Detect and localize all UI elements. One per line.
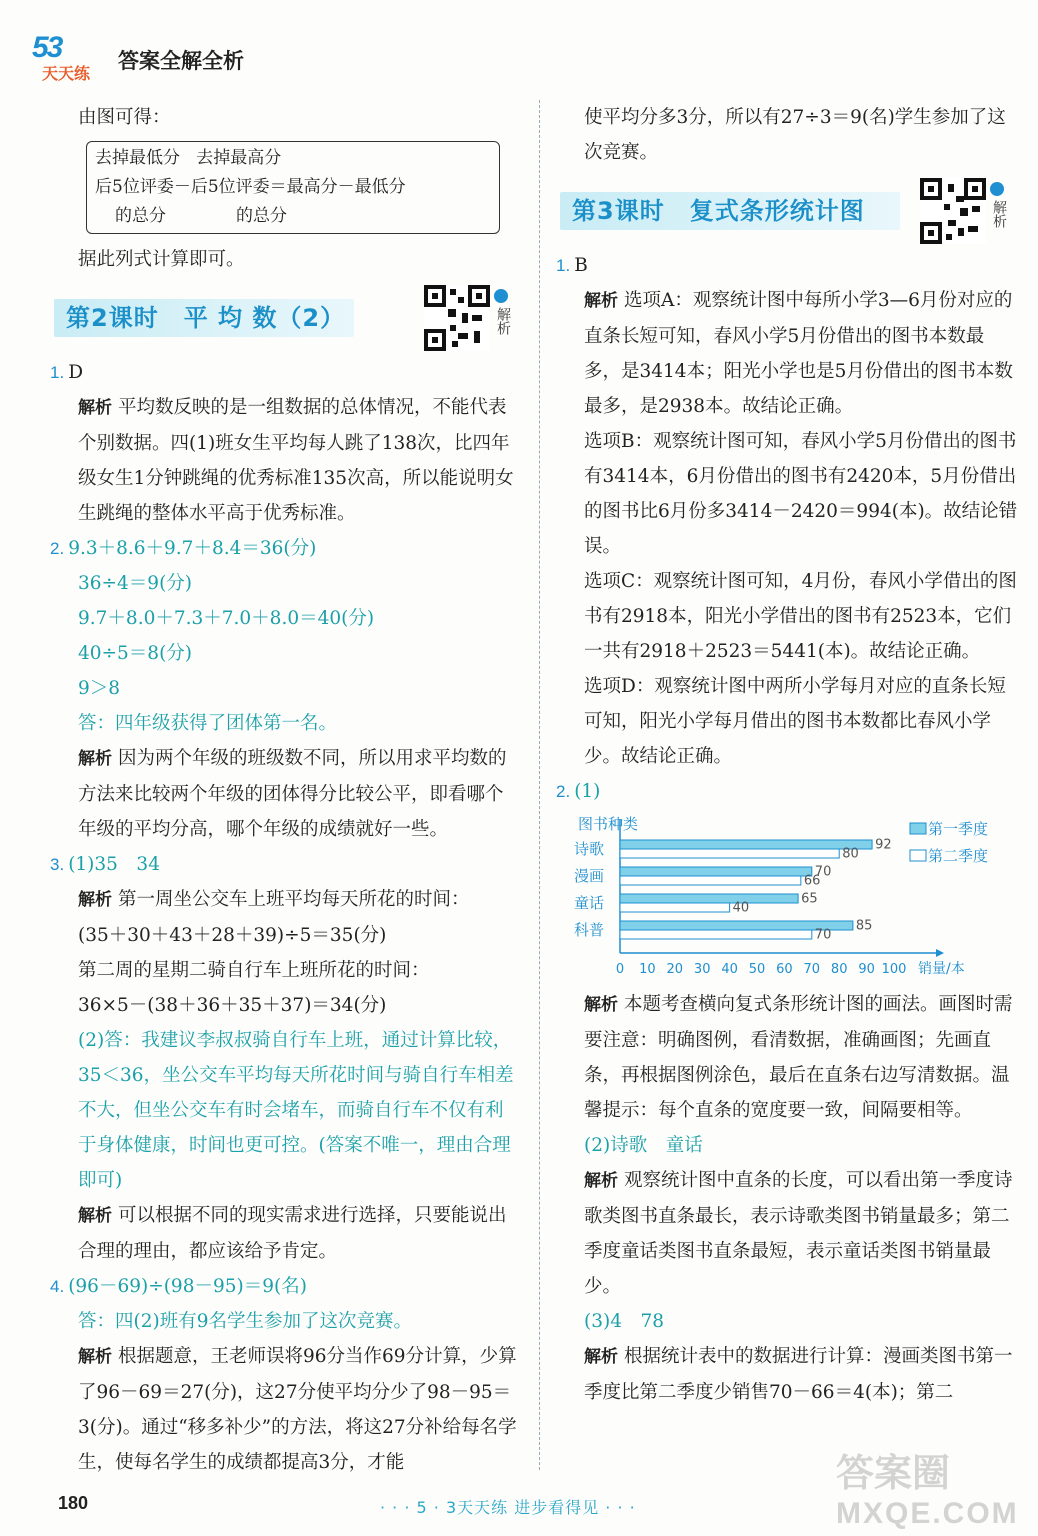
q4-line-1: 4. (96－69)÷(98－95)＝9(名) bbox=[50, 1276, 307, 1297]
footer-slogan: · · · 5 · 3天天练 进步看得见 · · · bbox=[380, 1498, 636, 1517]
r-q2-analysis: 解析 本题考查横向复式条形统计图的画法。画图时需要注意：明确图例，看清数据，准确画图；先画直条，再根据图例涂色，最后在直条右边写清数据。温馨提示：每个直条的宽度要一致，间隔要相等。 bbox=[584, 994, 1013, 1121]
section-lesson-3: 第3课时 复式条形统计图 解析 bbox=[568, 178, 1018, 242]
qr-code-icon[interactable] bbox=[920, 178, 986, 244]
r-q1-option-b: 选项B：观察统计图可知，春风小学5月份借出的图书有3414本，6月份借出的图书有2420本，5月份借出的图书比6月份多3414－2420＝994(本)。故结论错误。 bbox=[584, 431, 1018, 557]
q2-analysis: 解析 因为两个年级的班级数不同，所以用求平均数的方法来比较两个年级的团体得分比较公平，即看哪个年级的平均分高，哪个年级的成绩就好一些。 bbox=[78, 748, 507, 840]
r-q1-option-c: 选项C：观察统计图可知，4月份，春风小学借出的图书有2918本，阳光小学借出的图书有2523本，它们一共有2918＋2523＝5441(本)。故结论正确。 bbox=[584, 571, 1017, 662]
page-number: 180 bbox=[58, 1493, 89, 1513]
x-tick-label: 80 bbox=[830, 962, 848, 977]
section-title: 第2课时 平 均 数（2） bbox=[66, 304, 346, 332]
data-label: 70 bbox=[814, 864, 832, 880]
right-column bbox=[556, 100, 1018, 1410]
chart-svg bbox=[568, 811, 1018, 981]
r-q1-answer: 1. B bbox=[556, 255, 588, 276]
q4-analysis: 解析 根据题意，王老师误将96分当作69分计算，少算了96－69＝27(分)，这27分使平均分少了98－95＝3(分)。通过“移多补少”的方法，将这27分补给每名学生，使每名学生的成绩都提高3分，才能 bbox=[78, 1346, 517, 1473]
bar-chart bbox=[568, 811, 1018, 981]
section-lesson-2: 第2课时 平 均 数（2） 解析 bbox=[62, 285, 517, 349]
q2-answer: 答：四年级获得了团体第一名。 bbox=[78, 713, 338, 734]
bar-2 bbox=[620, 876, 801, 885]
q3-analysis-2: 解析 可以根据不同的现实需求进行选择，只要能说出合理的理由，都应该给予肯定。 bbox=[78, 1205, 507, 1262]
r-q2-part2: (2)诗歌 童话 bbox=[584, 1135, 703, 1156]
q3-calc-2: 36×5－(38＋36＋35＋37)＝34(分) bbox=[78, 995, 387, 1016]
x-tick-label: 100 bbox=[881, 962, 907, 977]
intro-end: 据此列式计算即可。 bbox=[78, 249, 245, 270]
q2-line-3: 9.7＋8.0＋7.3＋7.0＋8.0＝40(分) bbox=[78, 608, 375, 629]
q4-answer: 答：四(2)班有9名学生参加了这次竞赛。 bbox=[78, 1311, 412, 1332]
x-tick-label: 0 bbox=[615, 962, 625, 977]
category-label: 诗歌 bbox=[574, 840, 605, 858]
play-icon bbox=[990, 182, 1004, 196]
r-q2-analysis-3: 解析 根据统计表中的数据进行计算：漫画类图书第一季度比第二季度少销售70－66＝4(本)；第二 bbox=[584, 1346, 1013, 1403]
q3-calc-1: (35＋30＋43＋28＋39)÷5＝35(分) bbox=[78, 925, 387, 946]
r-q2-part1: 2. (1) bbox=[556, 781, 601, 802]
bar-1 bbox=[620, 894, 798, 903]
x-tick-label: 50 bbox=[748, 962, 766, 977]
x-tick-label: 90 bbox=[858, 962, 875, 977]
left-column bbox=[50, 100, 517, 1480]
r-q1-option-a: 解析 选项A：观察统计图中每所小学3—6月份对应的直条长短可知，春风小学5月份借出的图书本数最多，是3414本；阳光小学也是5月份借出的图书本数最多，是2938本。故结论正确。 bbox=[584, 290, 1013, 417]
r-q2-part3: (3)4 78 bbox=[584, 1311, 665, 1332]
q2-line-2: 36÷4＝9(分) bbox=[78, 573, 193, 594]
q3-text-2: 第二周的星期二骑自行车上班所花的时间： bbox=[78, 960, 430, 981]
chart-y-title: 图书种类 bbox=[578, 815, 639, 833]
x-tick-label: 20 bbox=[666, 962, 684, 977]
legend-swatch bbox=[910, 850, 926, 861]
bar-1 bbox=[620, 867, 812, 876]
page-header bbox=[28, 30, 244, 90]
r-q1-option-d: 选项D：观察统计图中两所小学每月对应的直条长短可知，阳光小学每月借出的图书本数都比春风小学少。故结论正确。 bbox=[584, 676, 1006, 767]
chart-x-title: 销量/本 bbox=[918, 961, 965, 977]
legend-swatch bbox=[910, 823, 926, 834]
x-tick-label: 10 bbox=[639, 962, 656, 977]
section-title: 第3课时 复式条形统计图 bbox=[572, 197, 865, 225]
r-q2-analysis-2: 解析 观察统计图中直条的长度，可以看出第一季度诗歌类图书直条最长，表示诗歌类图书销量最多；第二季度童话类图书直条最短，表示童话类图书销量最少。 bbox=[584, 1170, 1013, 1297]
category-label: 童话 bbox=[574, 894, 605, 912]
q3-analysis: 解析 第一周坐公交车上班平均每天所花的时间： bbox=[78, 889, 470, 910]
category-label: 科普 bbox=[574, 921, 605, 939]
data-label: 80 bbox=[842, 846, 859, 862]
bar-1 bbox=[620, 840, 872, 849]
q1-analysis: 解析 平均数反映的是一组数据的总体情况，不能代表个别数据。四(1)班女生平均每人跳了138次，比四年级女生1分钟跳绳的优秀标准135次高，所以能说明女生跳绳的整体水平高于优秀标准。 bbox=[78, 397, 514, 524]
data-label: 66 bbox=[803, 873, 821, 889]
q2-line-1: 2. 9.3＋8.6＋9.7＋8.4＝36(分) bbox=[50, 538, 317, 559]
x-axis-arrow bbox=[936, 949, 944, 957]
header-title: 答案全解全析 bbox=[118, 49, 244, 73]
bar-2 bbox=[620, 849, 839, 858]
play-icon bbox=[494, 289, 508, 303]
data-label: 70 bbox=[814, 927, 832, 943]
bar-2 bbox=[620, 930, 812, 939]
legend-label: 第一季度 bbox=[928, 820, 989, 838]
q2-line-4: 40÷5＝8(分) bbox=[78, 643, 193, 664]
x-tick-label: 60 bbox=[776, 962, 793, 977]
legend-label: 第二季度 bbox=[928, 847, 989, 865]
watermark: 答案圈 MXQE.COM bbox=[836, 1451, 1019, 1530]
category-label: 漫画 bbox=[574, 867, 605, 885]
bar-2 bbox=[620, 903, 730, 912]
continued-text: 使平均分多3分，所以有27÷3＝9(名)学生参加了这次竞赛。 bbox=[584, 107, 1006, 163]
x-tick-label: 30 bbox=[693, 962, 711, 977]
intro-text: 由图可得： bbox=[78, 107, 171, 128]
q3-answer-1: 3. (1)35 34 bbox=[50, 854, 160, 875]
q1-answer: 1. D bbox=[50, 362, 84, 383]
data-label: 40 bbox=[732, 900, 750, 916]
x-tick-label: 70 bbox=[803, 962, 821, 977]
data-label: 85 bbox=[855, 918, 873, 934]
x-tick-label: 40 bbox=[721, 962, 738, 977]
column-divider bbox=[539, 100, 540, 1470]
q3-answer-2: (2)答：我建议李叔叔骑自行车上班，通过计算比较，35＜36，坐公交车平均每天所花时间与骑自行车相差不大，但坐公交车有时会堵车，而骑自行车不仅有利于身体健康，时间也更可控。(答案不唯一，理由合理即可) bbox=[78, 1030, 514, 1191]
data-label: 92 bbox=[875, 837, 892, 853]
explain-box: 去掉最低分 去掉最高分 后5位评委－后5位评委＝最高分－最低分 的总分 的总分 bbox=[86, 141, 500, 234]
qr-code-icon[interactable] bbox=[424, 285, 490, 351]
data-label: 65 bbox=[801, 891, 818, 907]
brand-logo: 53 天天练 bbox=[32, 31, 91, 83]
q2-line-5: 9＞8 bbox=[78, 678, 121, 699]
